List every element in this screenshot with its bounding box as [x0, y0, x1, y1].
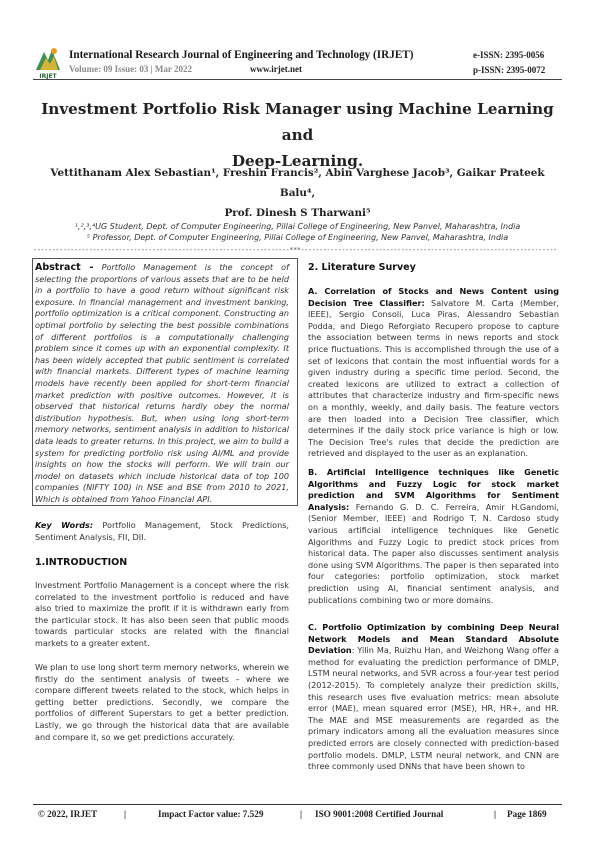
footer-iso: ISO 9001:2008 Certified Journal	[315, 809, 444, 819]
lit-a-title: A. Correlation of Stocks and News Content using Decision Tree Classifier:	[308, 286, 559, 308]
lit-section-b	[308, 467, 559, 606]
affiliations	[40, 221, 555, 243]
footer-separator: |	[494, 809, 497, 819]
lit-b-text: Fernando G. D. C. Ferreira, Amir H.Gandomi, (Senior Member, IEEE) and Rodrigo T. N. Cardoso study various artificial intelligence techniques like Genetic Algorithms and Fuzzy Logic to predict stock prices from historical data. The paper also discusses sentiment analysis done using SVM Algorithms. The paper is then separated into four categories: portfolio optimization, stock market prediction using AI, financial sentiment analysis, and publications combining two or more domains.	[308, 501, 559, 605]
title-line-2: Deep-Learning.	[231, 152, 364, 170]
footer-copyright: © 2022, IRJET	[38, 809, 98, 819]
e-issn: e-ISSN: 2395-0056	[473, 50, 545, 60]
abstract-text: Portfolio Management is the concept of selecting the proportions of various assets that are to be held in a portfolio to have a good return without significant risk exposure. In financial management and investment banking, portfolio optimization is a critical component. Constructing an optimal portfolio by selecting the best possible combinations of different portfolios is a computationally challenging problem since it comes up with an exponential complexity. It has been widely accepted that public sentiment is correlated with financial markets. Different types of machine learning models have recently been applied for short-term financial market prediction with positive outcomes. However, it is observed that historical returns hardly obey the normal distribution hypothesis. But, when using long short-term memory networks, sentiment analysis in addition to historical data leads to greater returns. In this project, we aim to build a system for predicting portfolio risk using AI/ML and provide insights on how the stocks will perform. We will train our model on datasets which include historical data of top 100 companies (NIFTY 100) in NSE and BSE from 2010 to 2021, Which is obtained from Yahoo Financial API.	[35, 262, 289, 504]
journal-title: International Research Journal of Engineering and Technology (IRJET)	[69, 49, 414, 61]
lit-c-text: : Yilin Ma, Ruizhu Han, and Weizhong Wang offer a method for evaluating the prediction performance of DMLP, LSTM neural networks, and SVR across a four-year test period (2012-2015). To completely analyze their prediction skills, this research uses five evaluation metrics: mean absolute error (MAE), mean squared error (MSE), HR, HR+, and HR. The MAE and MSE measurements are regarded as the primary indicators among all the evaluation measures since predicted errors are closely connected with prediction-based portfolio models. DMLP, LSTM neural network, and CNN are three commonly used DNNs that have been shown to	[308, 645, 559, 772]
authors	[40, 163, 555, 223]
lit-a-text: Salvatore M. Carta (Member, IEEE), Sergio Consoli, Luca Piras, Alessandro Sebastian Podda, and Diego Reforgiato Recupero propose to capture the association between terms in news reports and stock price fluctuations. This is accomplished through the use of a set of lexicons that contain the most influential words for a given industry during a specific time period. Second, the created lexicons are utilized to extract a collection of attributes that characterize industry and firm-specific news on a monthly, weekly, and daily basis. The feature vectors are then loaded into a Decision Tree classifier, which determines if the daily stock price variance is high or low. The Decision Tree's rules that decide the prediction are retrieved and displayed to the user as an explanation.	[308, 297, 560, 459]
irjet-logo-icon	[34, 46, 62, 72]
keywords	[35, 520, 289, 543]
p-issn: p-ISSN: 2395-0072	[473, 65, 546, 75]
lit-section-a	[308, 286, 559, 460]
abstract	[35, 262, 289, 505]
authors-line-2: Prof. Dinesh S Tharwani⁵	[224, 207, 371, 219]
lit-c-title: C. Portfolio Optimization by combining Deep Neural Network Models and Mean Standard Absolute Deviation	[308, 622, 559, 656]
lit-b-title: B. Artificial Intelligence techniques like Genetic Algorithms and Fuzzy Logic for stock market prediction and SVM Algorithms for Sentiment Analysis:	[308, 467, 559, 512]
separator-line: ---------------------------------------------------------------------***---------------------------------------------------------------------	[33, 246, 557, 254]
keywords-text: Portfolio Management, Stock Predictions, Sentiment Analysis, FII, DII.	[35, 520, 289, 542]
footer-separator: |	[124, 809, 127, 819]
footer-impact-factor: Impact Factor value: 7.529	[158, 809, 264, 819]
lit-heading: 2. Literature Survey	[308, 262, 416, 273]
abstract-label: Abstract -	[35, 262, 94, 273]
title-line-1: Investment Portfolio Risk Manager using Machine Learning and	[41, 100, 554, 144]
keywords-label: Key Words:	[35, 520, 94, 530]
footer-separator: |	[300, 809, 303, 819]
intro-paragraph-1: Investment Portfolio Management is a concept where the risk correlated to the investment portfolio is reduced and have also tried to maximize the profit if it is withdrawn early from the particular stock. It has also been seen that public moods towards particular stocks are related with the financial markets to a greater extent.	[35, 580, 289, 648]
intro-paragraph-2: We plan to use long short term memory networks, wherein we firstly do the sentiment analysis of tweets – where we compare different tweets related to the stock, which helps in getting better predictions. Secondly, we compare the portfolios of different Superstars to get a better prediction. Lastly, we go through the historical data that are available and compare it, so we get predictions accurately.	[35, 662, 289, 742]
intro-heading: 1.INTRODUCTION	[35, 557, 128, 568]
lit-section-c	[308, 622, 559, 773]
journal-website[interactable]: www.irjet.net	[250, 64, 302, 74]
logo-text: IRJET	[39, 73, 57, 80]
affiliation-1: ¹,²,³,⁴UG Student, Dept. of Computer Engineering, Pillai College of Engineering, New Panvel, Maharashtra, India	[74, 222, 521, 231]
footer-rule	[33, 804, 562, 805]
journal-volume: Volume: 09 Issue: 03 | Mar 2022	[69, 64, 192, 74]
footer-page-number: Page 1869	[507, 809, 547, 819]
affiliation-2: ⁵ Professor, Dept. of Computer Engineering, Pillai College of Engineering, New Panvel, Maharashtra, India	[86, 233, 509, 242]
authors-line-1: Vettithanam Alex Sebastian¹, Freshin Francis², Abin Varghese Jacob³, Gaikar Prateek Balu⁴,	[50, 167, 545, 199]
header-rule	[33, 79, 562, 80]
